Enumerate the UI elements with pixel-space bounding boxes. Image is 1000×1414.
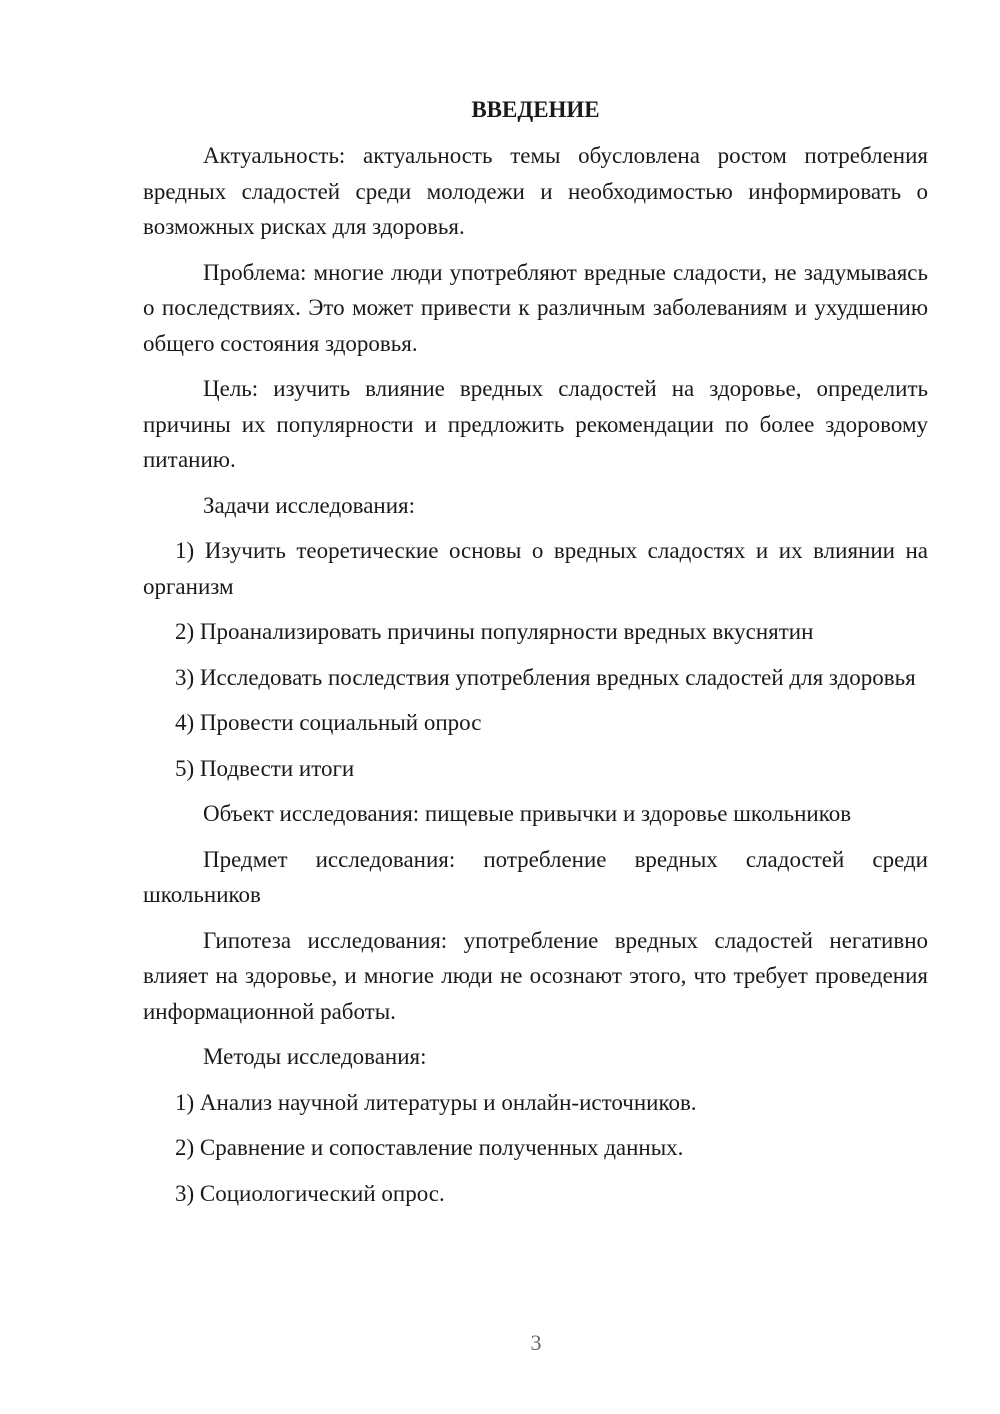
document-page	[143, 92, 928, 1221]
methods-heading: Методы исследования:	[203, 1044, 427, 1069]
object-paragraph: Объект исследования: пищевые привычки и здоровье школьников	[203, 801, 852, 826]
method-item-1: 1) Анализ научной литературы и онлайн-источников.	[175, 1089, 697, 1115]
goal-paragraph: Цель: изучить влияние вредных сладостей на здоровье, определить причины их популярности и предложить рекомендации по более здоровому питанию.	[143, 376, 928, 472]
tasks-heading: Задачи исследования:	[203, 492, 416, 518]
section-title: ВВЕДЕНИЕ	[471, 97, 600, 122]
hypothesis-paragraph: Гипотеза исследования: употребление вредных сладостей негативно влияет на здоровье, и многие люди не осознают этого, что требует проведения информационной работы.	[143, 927, 928, 1024]
task-item-2: 2) Проанализировать причины популярности вредных вкуснятин	[175, 619, 814, 644]
subject-paragraph: Предмет исследования: потребление вредных сладостей среди школьников	[143, 846, 928, 907]
method-item-2: 2) Сравнение и сопоставление полученных данных.	[175, 1135, 684, 1160]
task-item-4: 4) Провести социальный опрос	[175, 710, 482, 735]
task-item-1: 1) Изучить теоретические основы о вредных сладостях и их влиянии на организм	[143, 538, 928, 599]
problem-paragraph: Проблема: многие люди употребляют вредные сладости, не задумываясь о последствиях. Это может привести к различным заболеваниям и ухудшению общего состояния здоровья.	[143, 259, 928, 356]
relevance-paragraph: Актуальность: актуальность темы обусловлена ростом потребления вредных сладостей среди молодежи и необходимостью информировать о возможных рисках для здоровья.	[143, 143, 928, 239]
method-item-3: 3) Социологический опрос.	[175, 1180, 445, 1206]
page-number: 3	[530, 1330, 542, 1355]
task-item-3: 3) Исследовать последствия употребления вредных сладостей для здоровья	[175, 664, 916, 690]
task-item-5: 5) Подвести итоги	[175, 755, 355, 781]
